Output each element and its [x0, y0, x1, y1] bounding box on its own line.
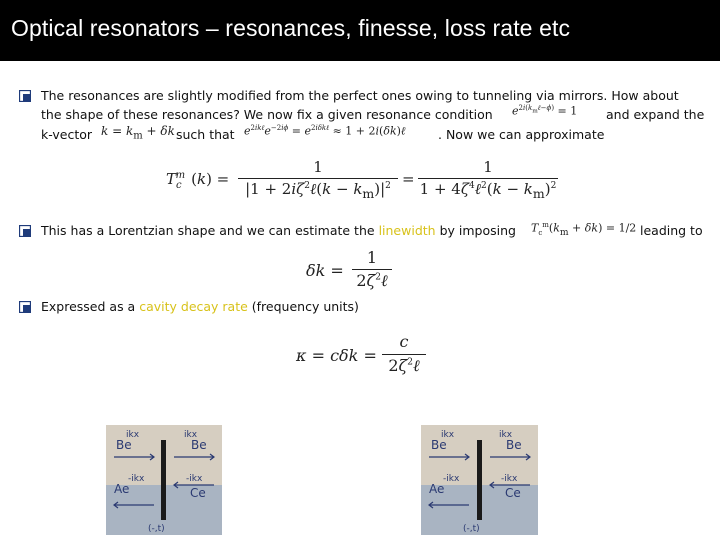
- delta-k-formula: δk = 1 $2\zeta^2\ell$: [306, 248, 396, 294]
- cavity-decay-rate-highlight: cavity decay rate: [139, 299, 248, 314]
- mirror-sketch-drawing: [421, 425, 538, 535]
- svg-text:Ae: Ae: [114, 482, 130, 496]
- svg-text:ikx: ikx: [126, 430, 140, 440]
- bullet-1-line-3-start: k-vector: [41, 127, 93, 142]
- svg-text:-ikx: -ikx: [186, 474, 203, 484]
- svg-text:Ce: Ce: [505, 486, 521, 500]
- resonance-condition-formula: $e^{2i(k_m\ell-\phi)} = 1$: [512, 104, 578, 118]
- svg-text:ikx: ikx: [441, 430, 455, 440]
- bullet-box-icon: [19, 225, 31, 237]
- k-expansion-formula: $k = k_m + \delta k$: [101, 124, 175, 142]
- svg-text:Be: Be: [431, 438, 447, 452]
- bullet-3-text: Expressed as a cavity decay rate (frequency units): [41, 299, 359, 314]
- svg-text:ikx: ikx: [184, 430, 198, 440]
- bullet-box-icon: [19, 301, 31, 313]
- bullet-1-line-2: the shape of these resonances? We now fix a given resonance condition: [41, 107, 493, 122]
- bullet-1-line-2-end: and expand the: [606, 107, 705, 122]
- bullet-1-line-1: The resonances are slightly modified from the perfect ones owing to tunneling via mirrors. How about: [41, 88, 679, 103]
- kappa-formula: κ = cδk = c $2\zeta^2\ell$: [296, 332, 436, 378]
- linewidth-condition-formula: $T_c^m(k_m + \delta k) = 1/2$: [531, 221, 637, 238]
- slide-title: Optical resonators – resonances, finesse, loss rate etc: [11, 15, 571, 41]
- mirror-sketch-photo-2: [421, 425, 538, 535]
- svg-text:(-,t): (-,t): [148, 524, 165, 534]
- bullet-1-line-3-end: . Now we can approximate: [438, 127, 605, 142]
- svg-text:Be: Be: [116, 438, 132, 452]
- linewidth-highlight: linewidth: [378, 223, 436, 238]
- bullet-2-end: leading to: [640, 223, 703, 238]
- svg-text:-ikx: -ikx: [501, 474, 518, 484]
- bullet-1-line-3-mid: such that: [176, 127, 235, 142]
- svg-text:(-,t): (-,t): [463, 524, 480, 534]
- mirror-sketch-drawing: [106, 425, 222, 535]
- svg-text:Be: Be: [506, 438, 522, 452]
- svg-text:Ae: Ae: [429, 482, 445, 496]
- title-bar: [0, 0, 720, 61]
- svg-text:Ce: Ce: [190, 486, 206, 500]
- svg-text:ikx: ikx: [499, 430, 513, 440]
- svg-text:Be: Be: [191, 438, 207, 452]
- phase-approx-formula: $e^{2ik\ell}e^{-2i\phi} = e^{2i\delta k\ell} \approx 1$ + 2i(δk)ℓ: [244, 124, 406, 138]
- svg-text:-ikx: -ikx: [128, 474, 145, 484]
- transmission-formula: $T_c^m$ (k) = 1 $|1 + 2i\zeta^2\ell(k - k_m)|^2$ = 1 $1 + 4\zeta^4\ell^2(k - k_m)^2$: [166, 158, 557, 201]
- svg-text:-ikx: -ikx: [443, 474, 460, 484]
- bullet-box-icon: [19, 90, 31, 102]
- mirror-sketch-photo-1: [106, 425, 222, 535]
- bullet-2-text: This has a Lorentzian shape and we can estimate the linewidth by imposing: [41, 223, 516, 238]
